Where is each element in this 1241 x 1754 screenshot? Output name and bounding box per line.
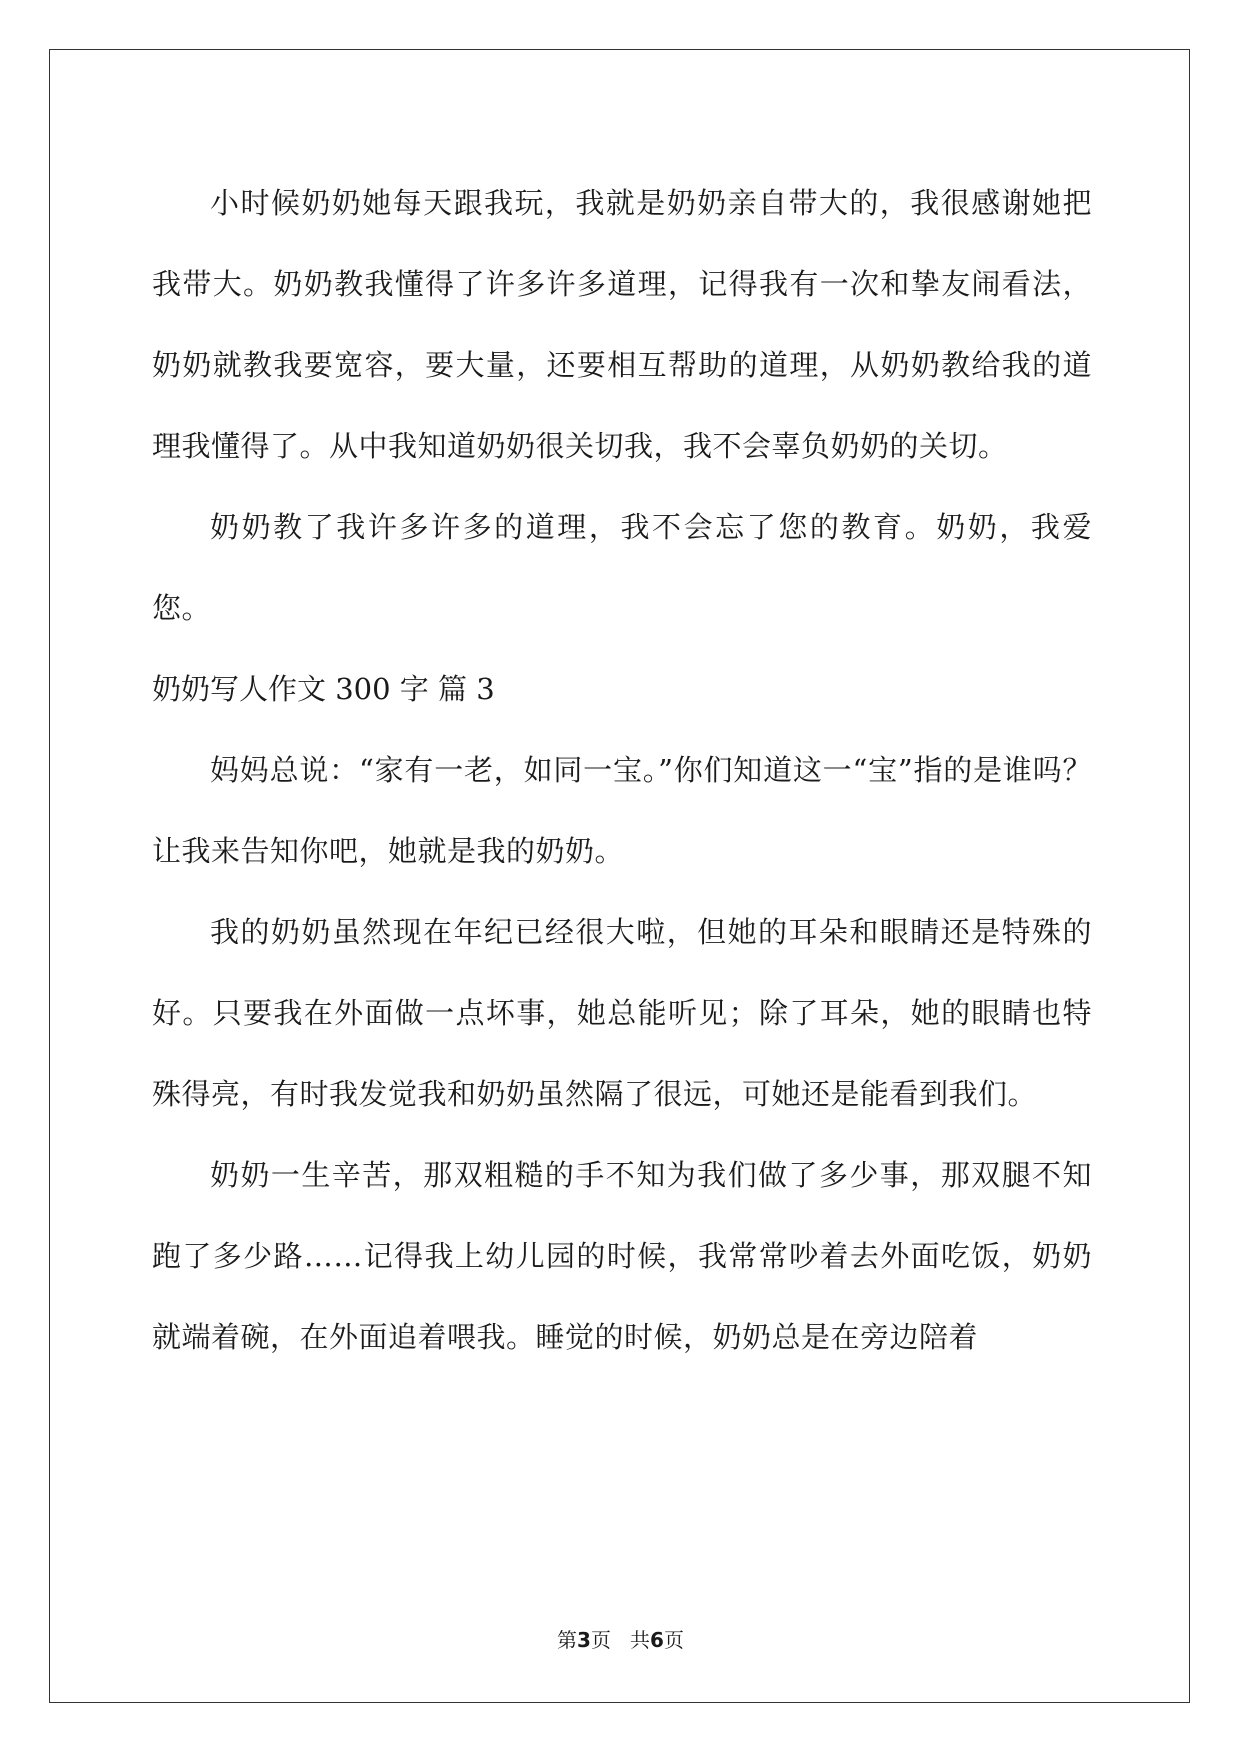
paragraph-4: 我的奶奶虽然现在年纪已经很大啦，但她的耳朵和眼睛还是特殊的好。只要我在外面做一点坏事，她总能听见；除了耳朵，她的眼睛也特殊得亮，有时我发觉我和奶奶虽然隔了很远，可她还是能看到我们。 — [152, 915, 1092, 1111]
paragraph-2: 奶奶教了我许多许多的道理，我不会忘了您的教育。奶奶，我爱您。 — [152, 510, 1092, 625]
footer-page-suffix: 页 — [663, 1628, 684, 1652]
paragraph-3: 妈妈总说：“家有一老，如同一宝。”你们知道这一“宝”指的是谁吗？让我来告知你吧，她就是我的奶奶。 — [152, 753, 1092, 868]
footer-page-current: 3 — [577, 1628, 591, 1652]
paragraph-5: 奶奶一生辛苦，那双粗糙的手不知为我们做了多少事，那双腿不知跑了多少路……记得我上幼儿园的时候，我常常吵着去外面吃饭，奶奶就端着碗，在外面追着喂我。睡觉的时候，奶奶总是在旁边陪着 — [152, 1158, 1092, 1354]
paragraph-1: 小时候奶奶她每天跟我玩，我就是奶奶亲自带大的，我很感谢她把我带大。奶奶教我懂得了许多许多道理，记得我有一次和挚友闹看法，奶奶就教我要宽容，要大量，还要相互帮助的道理，从奶奶教给我的道理我懂得了。从中我知道奶奶很关切我，我不会辜负奶奶的关切。 — [152, 186, 1092, 463]
document-body — [152, 163, 1092, 1378]
footer-page-prefix: 第 — [557, 1628, 578, 1652]
section-heading: 奶奶写人作文 300 字 篇 3 — [152, 672, 495, 706]
footer-page-total: 6 — [650, 1628, 664, 1652]
page-footer — [0, 1627, 1241, 1653]
footer-page-mid: 页 共 — [590, 1628, 651, 1652]
